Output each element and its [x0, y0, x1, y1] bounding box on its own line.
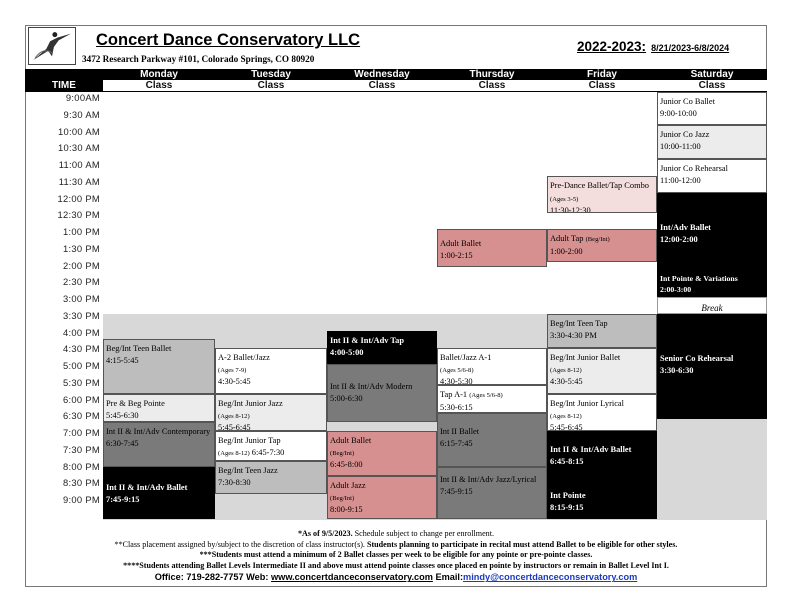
class-block	[657, 92, 767, 125]
break-label: Break	[701, 303, 723, 313]
class-time: 8:00-9:15	[330, 505, 363, 514]
class-time: 6:45-8:15	[550, 456, 584, 466]
recital-note: Students planning to participate in recital must attend Ballet to be eligible for other styles.	[366, 539, 678, 549]
studio-title: Concert Dance Conservatory LLC	[96, 31, 361, 49]
class-time: 5:45-6:30	[106, 410, 139, 420]
class-name: Senior Co Rehearsal	[660, 354, 734, 363]
day-header-tuesday: Tuesday	[215, 69, 327, 80]
class-name: Adult Ballet	[330, 436, 372, 445]
placement-note: **Class placement assigned by/subject to the discretion of class instructor(s).	[114, 539, 365, 549]
class-time: 11:00-12:00	[660, 175, 701, 185]
day-header-saturday: Saturday	[657, 69, 767, 80]
website-link[interactable]: www.concertdanceconservatory.com	[271, 572, 433, 583]
class-time: 1:00-2:00	[550, 246, 583, 256]
time-label: 10:30 AM	[57, 142, 100, 154]
time-label: 1:30 PM	[62, 242, 100, 254]
class-block	[103, 394, 215, 422]
class-name: Pre & Beg Pointe	[106, 399, 165, 408]
class-block	[215, 431, 327, 461]
day-header-monday: Monday	[103, 69, 215, 80]
class-block	[657, 125, 767, 159]
class-name: Beg/Int Junior Tap	[218, 436, 281, 445]
class-block	[547, 176, 657, 213]
as-of-note-rest: Schedule subject to change per enrollment.	[354, 529, 495, 538]
class-block	[547, 229, 657, 262]
class-time: 10:00-11:00	[660, 141, 701, 151]
class-name: Int II & Int/Adv Jazz/Lyrical	[440, 475, 537, 484]
class-ages: (Ages 8-12)	[550, 366, 582, 374]
time-label: 10:00 AM	[57, 125, 100, 137]
class-block	[657, 193, 767, 269]
time-label: 12:00 PM	[57, 192, 100, 204]
class-time: 4:30-5:45	[218, 377, 251, 386]
saturday-backdrop	[657, 419, 767, 520]
class-block	[327, 476, 437, 519]
time-label: 5:30 PM	[62, 376, 100, 388]
class-time: 4:00-5:00	[330, 347, 364, 357]
time-header: TIME	[25, 80, 103, 92]
class-time: 9:00-10:00	[660, 108, 697, 118]
dancer-logo	[28, 27, 76, 65]
class-name: Adult Jazz	[330, 481, 366, 490]
season-dates: 8/21/2023-6/8/2024	[651, 43, 730, 53]
time-label: 3:30 PM	[62, 309, 100, 321]
class-name: Beg/Int Junior Ballet	[550, 353, 621, 362]
schedule-grid	[25, 69, 767, 520]
time-label: 4:00 PM	[62, 326, 100, 338]
class-name: Adult Ballet	[440, 239, 482, 248]
time-label: 3:00 PM	[62, 293, 100, 304]
email-link[interactable]: mindy@concertdanceconservatory.com	[463, 572, 638, 583]
day-sub-wednesday: Class	[327, 80, 437, 92]
email-label: Email:	[435, 572, 464, 583]
class-block	[103, 422, 215, 467]
ballet-minimum-note: ***Students must attend a minimum of 2 Ballet classes per week to be eligible for any pointe or pre-pointe classes.	[199, 550, 593, 560]
class-block	[327, 431, 437, 476]
class-block	[437, 467, 547, 519]
class-time: 5:00-6:30	[330, 393, 363, 403]
class-name: Tap A-1	[440, 390, 468, 399]
class-level: (Beg/Int)	[585, 236, 610, 243]
time-header-blank	[25, 69, 103, 80]
time-label: 12:30 PM	[57, 209, 100, 221]
class-name: Int Pointe	[550, 491, 586, 500]
class-name: Junior Co Rehearsal	[660, 164, 728, 173]
class-name: Junior Co Ballet	[660, 97, 715, 106]
class-name: Int II & Int/Adv Contemporary	[106, 427, 211, 436]
day-header-friday: Friday	[547, 69, 657, 80]
class-block	[215, 348, 327, 394]
time-label: 6:00 PM	[62, 393, 100, 405]
class-time: 2:00-3:00	[660, 285, 692, 294]
class-time: 3:30-4:30 PM	[550, 330, 597, 340]
class-name: Beg/Int Teen Jazz	[218, 466, 278, 475]
time-label: 2:00 PM	[62, 259, 100, 271]
day-header-wednesday: Wednesday	[327, 69, 437, 80]
class-block	[657, 159, 767, 193]
class-block	[547, 314, 657, 348]
class-level: (Beg/Int)	[330, 449, 355, 457]
time-label: 11:30 AM	[58, 175, 100, 187]
time-label: 9:00AM	[65, 92, 100, 103]
class-name: Beg/Int Teen Tap	[550, 319, 608, 328]
time-label: 8:00 PM	[62, 460, 100, 472]
class-time: 6:30-7:45	[106, 438, 139, 448]
class-block	[547, 431, 657, 483]
class-block	[657, 269, 767, 297]
class-block	[547, 348, 657, 394]
class-block	[327, 331, 437, 364]
class-block	[215, 394, 327, 431]
class-ages: (Ages 8-12)	[218, 449, 250, 457]
class-block	[103, 339, 215, 394]
class-time: 4:30-5:30	[440, 377, 473, 385]
time-label: 9:00 PM	[62, 494, 100, 505]
time-label: 9:30 AM	[63, 108, 100, 120]
as-of-note: *As of 9/5/2023.	[297, 529, 353, 538]
time-label: 11:00 AM	[58, 159, 100, 170]
class-name: A-2 Ballet/Jazz	[218, 353, 270, 362]
class-ages: (Ages 8-12)	[550, 412, 582, 420]
class-time: 11:30-12:30	[550, 206, 591, 213]
time-label: 7:30 PM	[62, 443, 100, 455]
day-header-thursday: Thursday	[437, 69, 547, 80]
class-time: 7:30-8:30	[218, 477, 251, 487]
office-phone: 719-282-7757	[186, 572, 244, 583]
studio-address: 3472 Research Parkway #101, Colorado Springs, CO 80920	[82, 54, 315, 64]
time-label: 8:30 PM	[62, 477, 100, 489]
class-time: 4:30-5:45	[550, 377, 583, 386]
class-name: Junior Co Jazz	[660, 130, 710, 139]
class-time: 6:45-7:30	[251, 447, 285, 457]
class-name: Beg/Int Teen Ballet	[106, 344, 172, 353]
time-label: 1:00 PM	[62, 226, 100, 237]
time-label: 4:30 PM	[62, 343, 100, 355]
class-time: 4:15-5:45	[106, 355, 139, 365]
class-time: 5:45-6:45	[218, 423, 251, 431]
class-name: Pre-Dance Ballet/Tap Combo (Ages 3-5)	[550, 181, 649, 203]
time-label: 7:00 PM	[62, 427, 100, 438]
season-label	[577, 39, 729, 54]
class-time: 7:45-9:15	[106, 494, 140, 504]
class-time: 7:45-9:15	[440, 486, 473, 496]
class-time: 6:15-7:45	[440, 438, 473, 448]
class-time: 8:15-9:15	[550, 502, 584, 512]
class-name: Adult Tap	[550, 234, 584, 243]
class-block	[437, 348, 547, 385]
class-block	[215, 461, 327, 494]
day-sub-tuesday: Class	[215, 80, 327, 92]
class-block	[327, 364, 437, 422]
class-level: (Beg/Int)	[330, 494, 355, 502]
day-sub-thursday: Class	[437, 80, 547, 92]
class-name: Int II & Int/Adv Ballet	[106, 483, 188, 492]
office-label: Office:	[154, 572, 184, 583]
class-block	[437, 385, 547, 413]
class-ages: (Ages 3-5)	[550, 195, 579, 203]
class-block	[657, 314, 767, 419]
class-time: 5:45-6:45	[550, 423, 583, 431]
class-name: Int Pointe & Variations	[660, 274, 738, 283]
time-label: 5:00 PM	[62, 360, 100, 371]
class-name: Ballet/Jazz A-1	[440, 353, 492, 362]
class-time: 6:45-8:00	[330, 460, 363, 469]
class-name: Int II & Int/Adv Tap	[330, 336, 405, 345]
web-label: Web:	[246, 572, 269, 583]
time-label: 2:30 PM	[62, 276, 100, 288]
class-block	[547, 394, 657, 431]
class-name: Int/Adv Ballet	[660, 223, 711, 232]
class-block	[547, 483, 657, 519]
class-block	[103, 467, 215, 519]
class-name: Beg/Int Junior Lyrical	[550, 399, 624, 408]
contact-line	[25, 572, 767, 583]
class-name: Int II & Int/Adv Modern	[330, 382, 413, 391]
pointe-note: ****Students attending Ballet Levels Intermediate II and above must attend pointe classes once placed en pointe by instructors or remain in Ballet Level Int I.	[123, 560, 669, 570]
class-ages: (Ages 7-9)	[218, 366, 247, 374]
schedule-notes	[25, 529, 767, 583]
class-ages: (Ages 5/6-8)	[469, 392, 503, 399]
class-name: Int II & Int/Adv Ballet	[550, 445, 632, 454]
class-ages: (Ages 8-12)	[218, 412, 250, 420]
class-time: 1:00-2:15	[440, 250, 473, 260]
class-block	[437, 413, 547, 467]
class-block	[437, 229, 547, 267]
class-ages: (Ages 5/6-8)	[440, 366, 474, 374]
class-time: 3:30-6:30	[660, 365, 694, 375]
time-label: 6:30 PM	[62, 410, 100, 422]
class-name: Beg/Int Junior Jazz	[218, 399, 283, 408]
class-time: 12:00-2:00	[660, 234, 698, 244]
day-sub-saturday: Class	[657, 80, 767, 92]
day-sub-monday: Class	[103, 80, 215, 92]
season-year: 2022-2023:	[577, 39, 647, 54]
class-time: 5:30-6:15	[440, 402, 473, 412]
day-sub-friday: Class	[547, 80, 657, 92]
class-name: Int II Ballet	[440, 427, 480, 436]
